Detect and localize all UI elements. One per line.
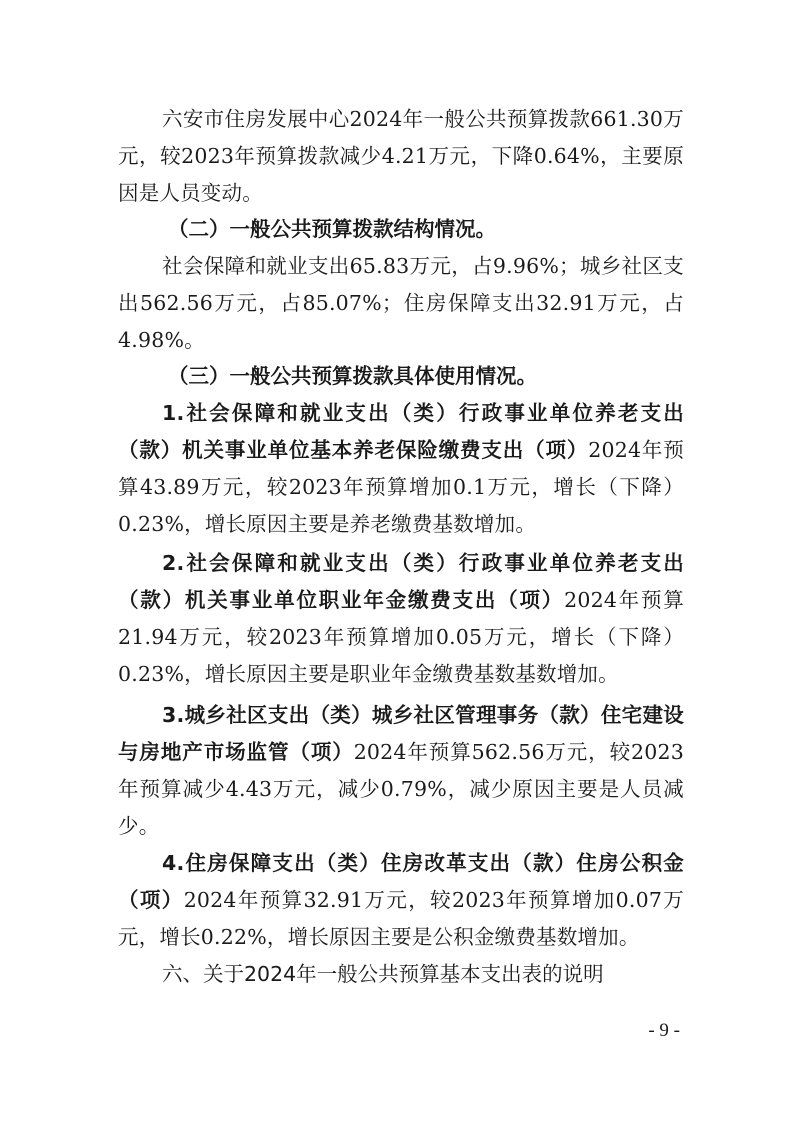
paragraph-item-4: [118, 845, 684, 956]
item-3-lead: 3.城乡社区支出（类）城乡社区管理事务（款）住宅建设与房地产市场监管（项）: [118, 703, 684, 764]
paragraph-item-3: [118, 697, 684, 845]
paragraph-structure: 社会保障和就业支出65.83万元，占9.96%；城乡社区支出562.56万元，占85.07%；住房保障支出32.91万元，占4.98%。: [118, 254, 684, 352]
heading-structure: （二）一般公共预算拨款结构情况。: [168, 217, 496, 241]
paragraph-item-1: [118, 395, 684, 543]
paragraph-budget-summary: 六安市住房发展中心2024年一般公共预算拨款661.30万元，较2023年预算拨款减少4.21万元，下降0.64%，主要原因是人员变动。: [118, 107, 684, 205]
paragraph-item-2: [118, 545, 684, 693]
section-6-title: 六、关于2024年一般公共预算基本支出表的说明: [162, 962, 604, 986]
item-1-body: 2024年预算43.89万元，较2023年预算增加0.1万元，增长（下降）0.23%，增长原因主要是养老缴费基数增加。: [118, 438, 685, 536]
heading-usage: （三）一般公共预算拨款具体使用情况。: [168, 364, 537, 388]
item-4-lead: 4.住房保障支出（类）住房改革支出（款）住房公积金（项）: [118, 851, 684, 912]
item-3-body: 2024年预算562.56万元，较2023年预算减少4.43万元，减少0.79%，减少原因主要是人员减少。: [118, 740, 684, 838]
item-4-body: 2024年预算32.91万元，较2023年预算增加0.07万元，增长0.22%，增长原因主要是公积金缴费基数增加。: [118, 888, 684, 949]
page-number: - 9 -: [648, 1020, 680, 1041]
item-2-body: 2024年预算21.94万元，较2023年预算增加0.05万元，增长（下降）0.23%，增长原因主要是职业年金缴费基数基数增加。: [118, 588, 684, 686]
item-2-lead: 2.社会保障和就业支出（类）行政事业单位养老支出（款）机关事业单位职业年金缴费支出（项）: [118, 551, 684, 612]
item-1-lead: 1.社会保障和就业支出（类）行政事业单位养老支出（款）机关事业单位基本养老保险缴费支出（项）: [118, 401, 684, 462]
